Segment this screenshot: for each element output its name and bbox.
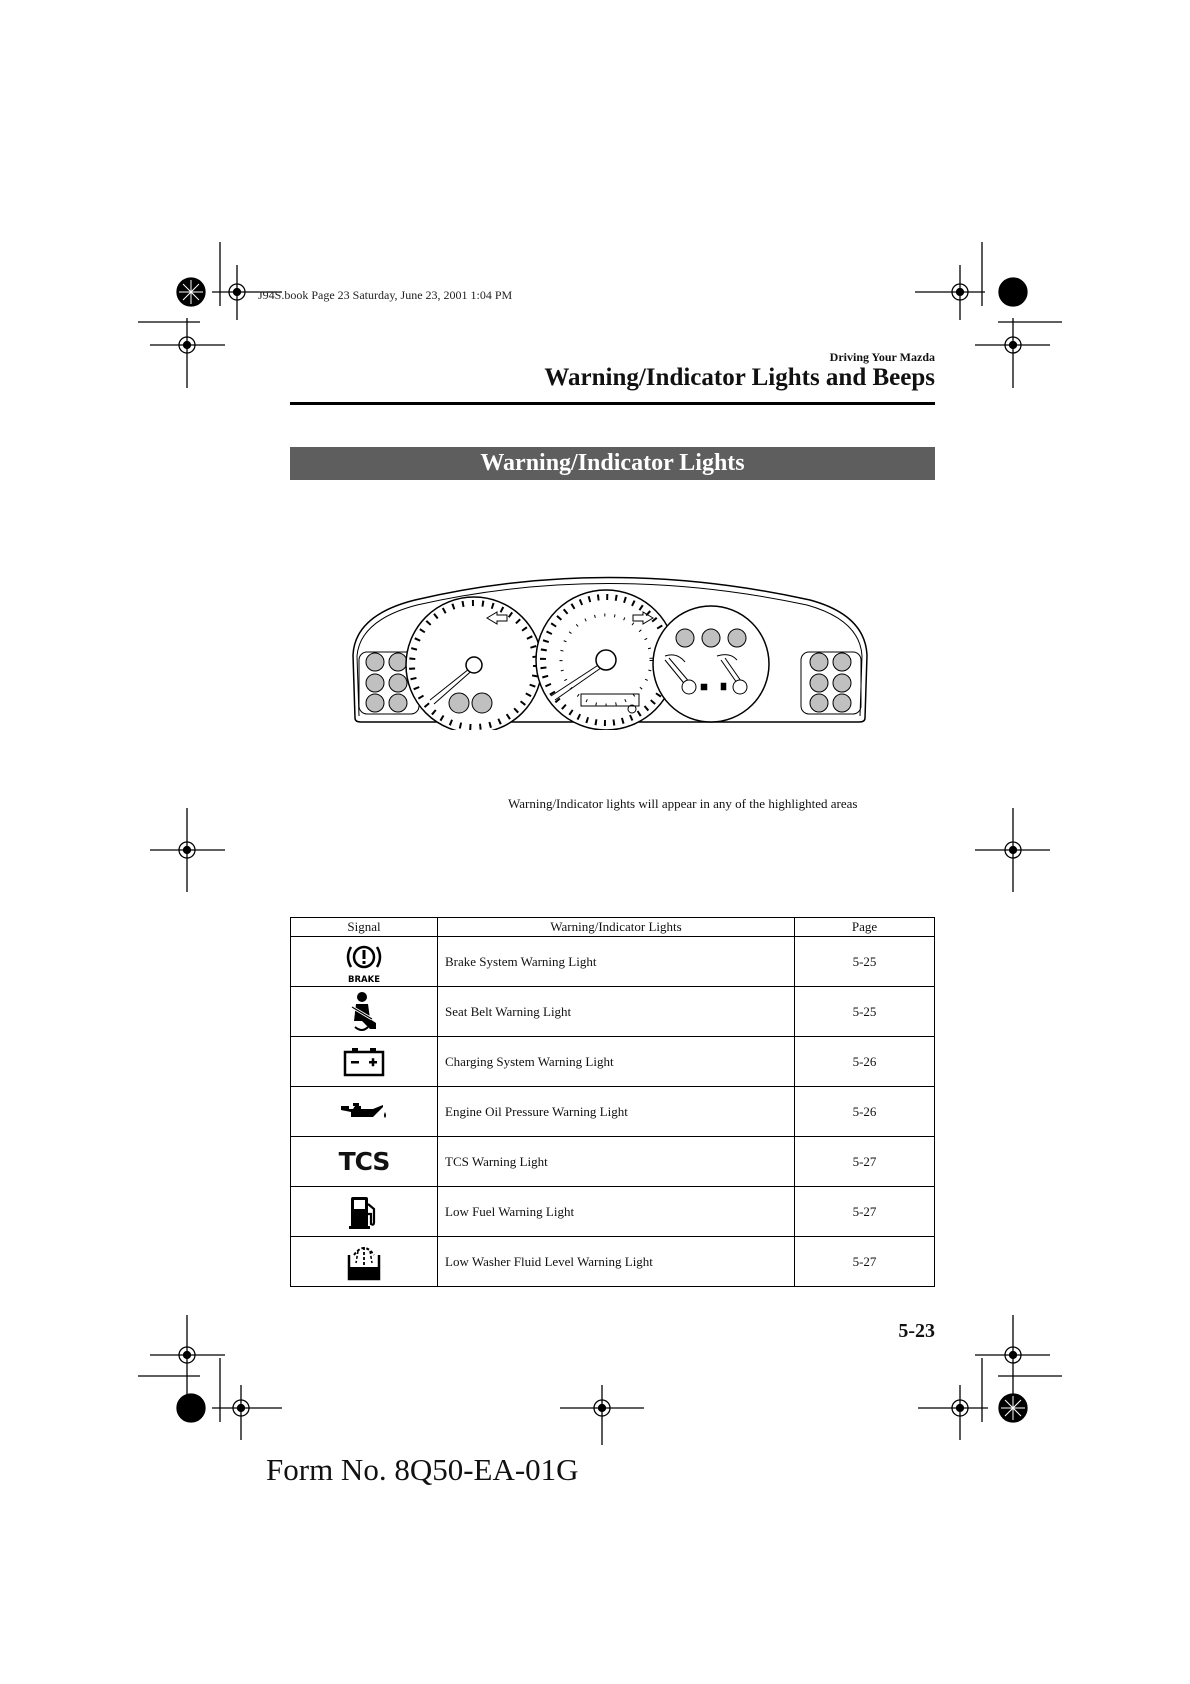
seat-belt-icon — [348, 991, 380, 1033]
signal-cell — [291, 1087, 438, 1137]
table-row — [291, 1087, 935, 1137]
solid-circle-mark-icon — [999, 278, 1027, 306]
starburst-mark-icon — [177, 278, 205, 306]
table-row — [291, 937, 935, 987]
page-ref: 5-27 — [795, 1137, 935, 1187]
warning-lights-table — [290, 917, 935, 1287]
speedometer-gauge — [406, 597, 542, 730]
figure-caption: Warning/Indicator lights will appear in any of the highlighted areas — [508, 796, 858, 811]
light-name: Engine Oil Pressure Warning Light — [438, 1087, 795, 1137]
signal-cell — [291, 1037, 438, 1087]
light-name: Seat Belt Warning Light — [438, 987, 795, 1037]
fuel-pump-icon — [348, 1194, 380, 1230]
light-name: Brake System Warning Light — [438, 937, 795, 987]
page-title: Warning/Indicator Lights and Beeps — [544, 364, 935, 391]
crosshair-icon — [560, 1385, 644, 1445]
table-header-row — [291, 918, 935, 937]
column-header-page: Page — [795, 918, 935, 937]
right-warning-lamps — [801, 652, 861, 714]
table-row — [291, 1237, 935, 1287]
light-name: Charging System Warning Light — [438, 1037, 795, 1087]
light-name: Low Washer Fluid Level Warning Light — [438, 1237, 795, 1287]
form-number: Form No. 8Q50-EA-01G — [266, 1452, 579, 1487]
crosshair-icon — [212, 1385, 282, 1440]
signal-cell — [291, 987, 438, 1037]
signal-cell — [291, 1237, 438, 1287]
crosshair-icon — [975, 1315, 1050, 1395]
crosshair-icon — [975, 318, 1050, 388]
page-ref: 5-27 — [795, 1237, 935, 1287]
oil-can-icon — [339, 1100, 389, 1124]
table-row — [291, 1137, 935, 1187]
table-row — [291, 1037, 935, 1087]
book-meta: J94S.book Page 23 Saturday, June 23, 2001 1:04 PM — [258, 288, 513, 302]
light-name: TCS Warning Light — [438, 1137, 795, 1187]
crosshair-icon — [150, 808, 225, 892]
crosshair-icon — [150, 1315, 225, 1395]
page-ref: 5-25 — [795, 937, 935, 987]
page-ref: 5-25 — [795, 987, 935, 1037]
battery-icon — [343, 1047, 385, 1077]
column-header-lights: Warning/Indicator Lights — [438, 918, 795, 937]
table-row — [291, 987, 935, 1037]
crosshair-icon — [150, 318, 225, 388]
brake-icon — [343, 940, 385, 984]
page-number: 5-23 — [898, 1320, 935, 1342]
crosshair-icon — [918, 1385, 988, 1440]
section-banner: Warning/Indicator Lights — [290, 447, 935, 480]
section-label: Driving Your Mazda — [829, 350, 935, 364]
signal-cell — [291, 1187, 438, 1237]
tcs-icon: TCS — [338, 1147, 390, 1176]
fuel-temp-gauge — [653, 606, 769, 722]
washer-fluid-icon — [346, 1243, 382, 1281]
page-ref: 5-26 — [795, 1087, 935, 1137]
light-name: Low Fuel Warning Light — [438, 1187, 795, 1237]
heading-rule — [290, 402, 935, 405]
table-row — [291, 1187, 935, 1237]
crosshair-icon — [975, 808, 1050, 892]
signal-cell — [291, 937, 438, 987]
instrument-cluster-illustration — [345, 560, 875, 730]
brake-icon-label: BRAKE — [348, 974, 380, 984]
signal-cell — [291, 1137, 438, 1187]
starburst-mark-icon — [999, 1394, 1027, 1422]
column-header-signal: Signal — [291, 918, 438, 937]
crosshair-icon — [915, 265, 985, 320]
solid-circle-mark-icon — [177, 1394, 205, 1422]
page-ref: 5-27 — [795, 1187, 935, 1237]
page-ref: 5-26 — [795, 1037, 935, 1087]
